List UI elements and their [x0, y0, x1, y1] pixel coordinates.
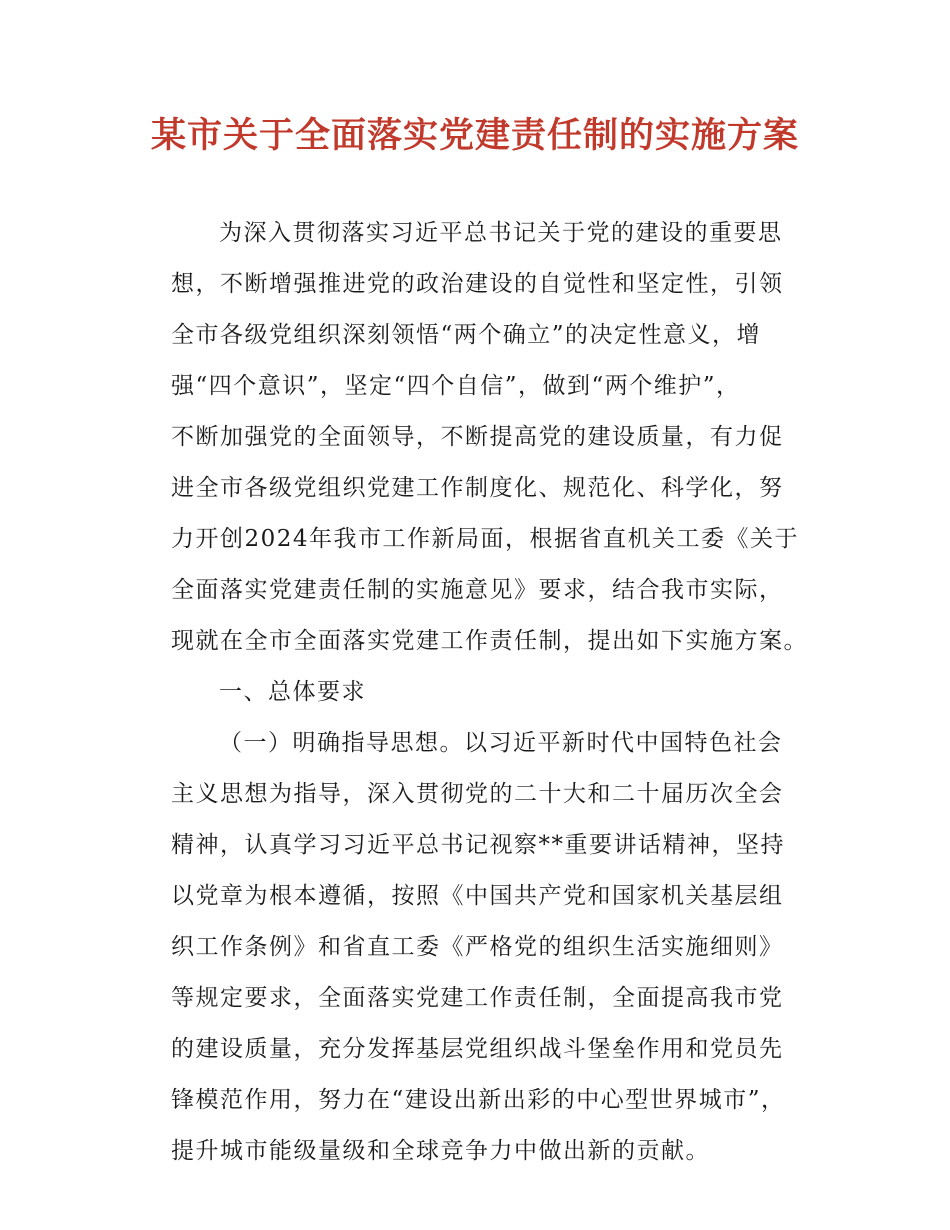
document-title: 某市关于全面落实党建责任制的实施方案 — [150, 115, 799, 156]
paragraph-2-line-6: 等规定要求，全面落实党建工作责任制，全面提高我市党 — [171, 985, 784, 1011]
paragraph-2-line-1: （一）明确指导思想。以习近平新时代中国特色社会 — [219, 730, 783, 756]
paragraph-1-line-8: 全面落实党建责任制的实施意见》要求，结合我市实际， — [171, 577, 784, 603]
paragraph-2-line-5: 织工作条例》和省直工委《严格党的组织生活实施细则》 — [171, 934, 784, 960]
paragraph-2-line-4: 以党章为根本遵循，按照《中国共产党和国家机关基层组 — [171, 883, 784, 909]
paragraph-1-line-2: 想，不断增强推进党的政治建设的自觉性和坚定性，引领 — [171, 271, 784, 297]
section-heading-1: 一、总体要求 — [219, 679, 366, 705]
paragraph-1-line-9: 现就在全市全面落实党建工作责任制，提出如下实施方案。 — [171, 628, 808, 654]
paragraph-2-line-9: 提升城市能级量级和全球竞争力中做出新的贡献。 — [171, 1138, 710, 1164]
paragraph-1-line-5: 不断加强党的全面领导，不断提高党的建设质量，有力促 — [171, 424, 784, 450]
paragraph-2-line-2: 主义思想为指导，深入贯彻党的二十大和二十届历次全会 — [171, 781, 784, 807]
paragraph-1-line-3: 全市各级党组织深刻领悟“两个确立”的决定性意义，增 — [171, 322, 762, 348]
paragraph-2-line-3: 精神，认真学习习近平总书记视察**重要讲话精神，坚持 — [171, 832, 785, 858]
paragraph-2-line-8: 锋模范作用，努力在“建设出新出彩的中心型世界城市”， — [171, 1087, 786, 1113]
paragraph-1-line-1: 为深入贯彻落实习近平总书记关于党的建设的重要思 — [219, 220, 783, 246]
paragraph-1-line-6: 进全市各级党组织党建工作制度化、规范化、科学化，努 — [171, 475, 784, 501]
paragraph-2-line-7: 的建设质量，充分发挥基层党组织战斗堡垒作用和党员先 — [171, 1036, 784, 1062]
paragraph-1-line-7: 力开创2024年我市工作新局面，根据省直机关工委《关于 — [171, 526, 800, 552]
paragraph-1-line-4: 强“四个意识”，坚定“四个自信”，做到“两个维护”， — [171, 373, 741, 399]
